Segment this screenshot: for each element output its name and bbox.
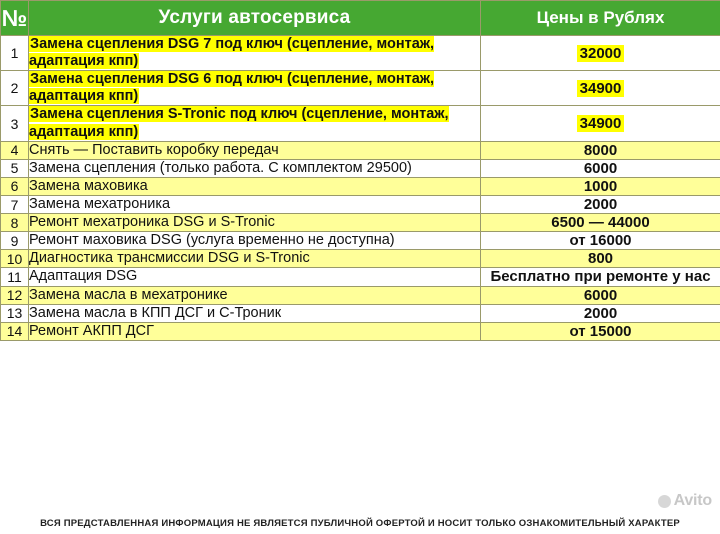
table-row — [1, 36, 720, 71]
column-header-service: Услуги автосервиса — [29, 1, 481, 36]
service-name: Снять — Поставить коробку передач — [29, 141, 481, 159]
service-price-text: 34900 — [577, 80, 625, 97]
service-name-text: Замена сцепления S-Tronic под ключ (сцепление, монтаж, адаптация кпп) — [29, 106, 449, 140]
table-row — [1, 177, 720, 195]
table-header — [1, 1, 720, 36]
row-number: 11 — [1, 268, 29, 286]
service-name: Ремонт маховика DSG (услуга временно не доступна) — [29, 232, 481, 250]
service-name: Ремонт мехатроника DSG и S-Tronic — [29, 214, 481, 232]
service-price: 2000 — [481, 195, 720, 213]
row-number: 14 — [1, 322, 29, 340]
row-number: 4 — [1, 141, 29, 159]
service-price: 1000 — [481, 177, 720, 195]
service-name: Адаптация DSG — [29, 268, 481, 286]
table-row — [1, 71, 720, 106]
row-number: 3 — [1, 106, 29, 141]
service-price-text: 34900 — [577, 115, 625, 132]
row-number: 6 — [1, 177, 29, 195]
column-header-price: Цены в Рублях — [481, 1, 720, 36]
avito-logo-icon — [658, 495, 671, 508]
row-number: 9 — [1, 232, 29, 250]
header-row — [1, 1, 720, 36]
service-price: от 16000 — [481, 232, 720, 250]
service-price: 800 — [481, 250, 720, 268]
service-name: Диагностика трансмиссии DSG и S-Tronic — [29, 250, 481, 268]
table-row — [1, 106, 720, 141]
row-number: 10 — [1, 250, 29, 268]
table-row — [1, 268, 720, 286]
avito-watermark — [658, 492, 712, 510]
service-name: Замена масла в КПП ДСГ и С-Троник — [29, 304, 481, 322]
table-row — [1, 214, 720, 232]
disclaimer-text: ВСЯ ПРЕДСТАВЛЕННАЯ ИНФОРМАЦИЯ НЕ ЯВЛЯЕТСЯ ПУБЛИЧНОЙ ОФЕРТОЙ И НОСИТ ТОЛЬКО ОЗНАКОМИТЕЛЬНЫЙ ХАРАКТЕР — [0, 512, 720, 534]
service-name-text: Замена сцепления DSG 6 под ключ (сцепление, монтаж, адаптация кпп) — [29, 71, 435, 105]
table-row — [1, 286, 720, 304]
row-number: 12 — [1, 286, 29, 304]
service-price — [481, 71, 720, 106]
row-number: 1 — [1, 36, 29, 71]
service-price: 6000 — [481, 159, 720, 177]
service-price — [481, 106, 720, 141]
service-price: 2000 — [481, 304, 720, 322]
avito-watermark-label: Avito — [673, 492, 712, 509]
table-row — [1, 159, 720, 177]
service-name-text: Замена сцепления DSG 7 под ключ (сцепление, монтаж, адаптация кпп) — [29, 36, 435, 70]
service-price: 8000 — [481, 141, 720, 159]
service-price: 6500 — 44000 — [481, 214, 720, 232]
service-price: 6000 — [481, 286, 720, 304]
table-row — [1, 250, 720, 268]
table-body — [1, 36, 720, 341]
service-name: Ремонт АКПП ДСГ — [29, 322, 481, 340]
row-number: 5 — [1, 159, 29, 177]
service-price: от 15000 — [481, 322, 720, 340]
service-price: Бесплатно при ремонте у нас — [481, 268, 720, 286]
service-name: Замена сцепления (только работа. С комплектом 29500) — [29, 159, 481, 177]
service-name: Замена мехатроника — [29, 195, 481, 213]
table-row — [1, 232, 720, 250]
table-row — [1, 195, 720, 213]
row-number: 8 — [1, 214, 29, 232]
service-name — [29, 106, 481, 141]
row-number: 13 — [1, 304, 29, 322]
service-name: Замена маховика — [29, 177, 481, 195]
service-price-text: 32000 — [577, 45, 625, 62]
service-name: Замена масла в мехатронике — [29, 286, 481, 304]
service-price — [481, 36, 720, 71]
table-row — [1, 141, 720, 159]
table-row — [1, 322, 720, 340]
service-name — [29, 71, 481, 106]
column-header-number: № — [1, 1, 29, 36]
row-number: 2 — [1, 71, 29, 106]
row-number: 7 — [1, 195, 29, 213]
table-row — [1, 304, 720, 322]
service-name — [29, 36, 481, 71]
